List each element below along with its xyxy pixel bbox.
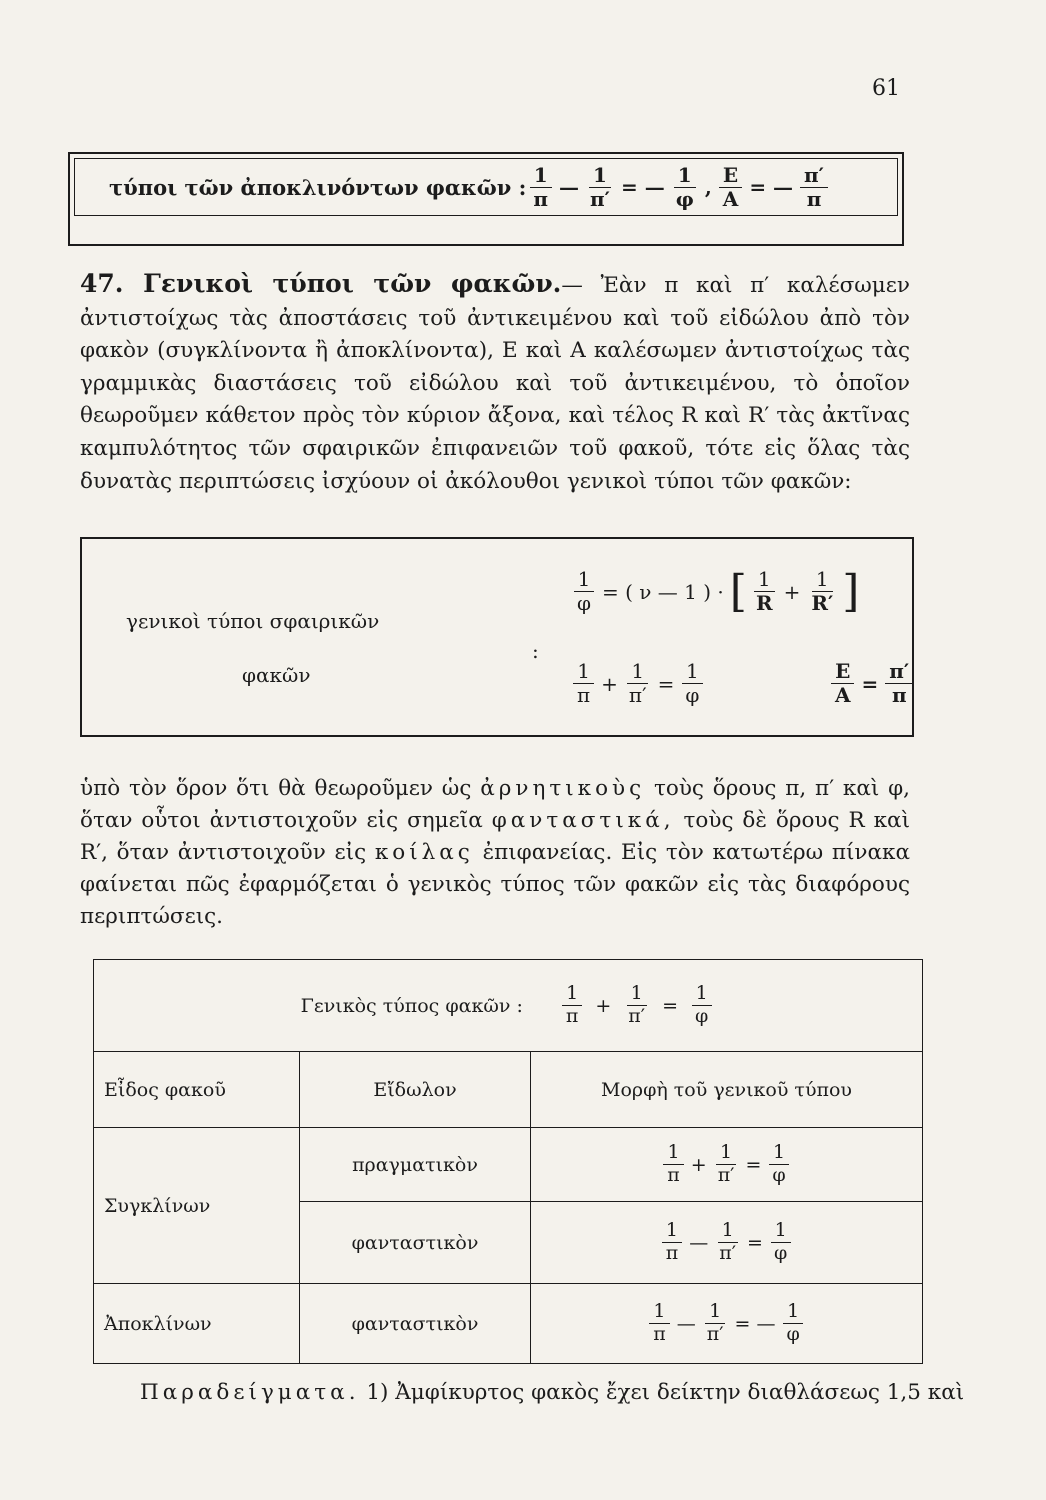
section-47-text: — Ἐὰν π καὶ π′ καλέσωμεν ἀντιστοίχως τὰς ἀποστάσεις τοῦ ἀντικειμένου καὶ τοῦ εἰδώλου ἀπὸ τὸν φακὸν (συγκλίνοντα ἢ ἀποκλίνοντα), E καὶ A καλέσωμεν ἀντιστοίχως τὰς γραμμικὰς διαστάσεις τοῦ εἰδώλου καὶ τοῦ ἀντικειμένου, τὸ ὁποῖον θεωροῦμεν κάθετον πρὸς τὸν κύριον ἄξονα, καὶ τέλος R καὶ R′ τὰς ἀκτῖνας καμπυλότητος τῶν σφαιρικῶν ἐπιφανειῶν τοῦ φακοῦ, τότε εἰς ὅλας τὰς δυνατὰς περιπτώσεις ἰσχύουν οἱ ἀκόλουθοι γενικοὶ τύποι τῶν φακῶν: [80,273,910,494]
numerator: 1 [783,1302,803,1324]
denominator: π [667,1164,680,1186]
operator: = — [620,175,665,199]
operator: = [747,1231,763,1254]
operator: + [595,994,612,1017]
denominator: R′ [811,591,834,615]
column-header-formula-form: Μορφὴ τοῦ γενικοῦ τύπου [531,1052,923,1128]
table-title [104,984,912,1027]
denominator: π [533,186,549,211]
fraction [672,162,698,211]
numerator: π′ [800,165,828,188]
numerator: 1 [692,984,712,1006]
table-row [94,1128,923,1202]
magnification-equation [828,661,916,706]
fraction [649,1302,670,1345]
lensmaker-equation [570,565,861,617]
numerator: 1 [574,569,595,592]
general-formulas-label-line2: φακῶν [242,663,311,687]
table-row [94,1284,923,1364]
numerator: 1 [662,1221,682,1243]
numerator: 1 [649,1302,669,1324]
fraction [663,1143,684,1186]
examples-line [140,1380,964,1405]
fraction [719,162,743,211]
fraction [529,162,552,211]
operator: = [657,671,675,696]
denominator: R [755,591,773,615]
converging-real-formula [541,1143,912,1186]
emphasis-negative: ἀρνητικοὺς [480,776,646,801]
operator: = [861,671,879,696]
denominator: π [806,186,822,211]
emphasis-concave: κοίλας [374,840,474,865]
general-formulas-colon: : [532,639,539,663]
operator: = ( ν — 1 ) · [602,579,724,604]
general-formulas-box [80,537,914,737]
numerator: 1 [589,165,611,188]
numerator: 1 [627,661,648,684]
denominator: π [577,683,591,707]
operator: + [690,1153,707,1176]
operator: , [704,175,712,199]
table-title-cell [94,960,923,1052]
operator: = — [749,175,794,199]
numerator: E [831,661,854,684]
operator: + [601,671,618,696]
fraction [885,661,913,706]
table-title-label: Γενικὸς τύπος φακῶν : [300,994,523,1017]
text-segment: ἐπιφανείας. Εἰς τὸν κατωτέρω πίνακα φαίνεται πῶς ἐφαρμόζεται ὁ γενικὸς τύπος τῶν φακῶν εἰς τὰς διαφόρους περιπτώσεις. [80,840,910,929]
fraction [662,1221,683,1264]
text-segment: ὑπὸ τὸν ὅρον ὅτι θὰ θεωροῦμεν ὡς [80,776,472,801]
operator: — [689,1231,709,1254]
numerator: 1 [663,1143,683,1165]
numerator: 1 [812,569,833,592]
real-image-cell: πραγματικὸν [300,1128,531,1202]
fraction [768,1143,789,1186]
numerator: π′ [885,661,913,684]
denominator: π [665,1242,679,1264]
numerator: 1 [682,661,703,684]
numerator: 1 [627,984,647,1006]
fraction [800,162,828,211]
denominator: π [891,683,907,707]
denominator: π′ [706,1323,724,1345]
fraction [782,1302,803,1345]
denominator: φ [675,186,694,211]
fraction [691,984,712,1027]
fraction [715,1221,740,1264]
virtual-image-cell: φανταστικὸν [300,1202,531,1284]
numerator: 1 [562,984,582,1006]
fraction [703,1302,728,1345]
diverging-virtual-formula-cell [531,1284,923,1364]
numerator: 1 [754,569,775,592]
fraction [770,1221,791,1264]
denominator: π [565,1005,579,1027]
denominator: φ [773,1242,788,1264]
table-title-row [94,960,923,1052]
denominator: π [653,1323,666,1345]
table-header-row [94,1052,923,1128]
fraction [562,984,583,1027]
general-formulas-label-line1: γενικοὶ τύποι σφαιρικῶν [126,609,380,633]
numerator: 1 [771,1221,791,1243]
denominator: φ [786,1323,800,1345]
left-bracket: [ [729,565,747,617]
virtual-image-cell: φανταστικὸν [300,1284,531,1364]
numerator: 1 [718,1221,738,1243]
denominator: φ [695,1005,709,1027]
fraction [586,162,614,211]
converging-real-formula-cell [531,1128,923,1202]
denominator: π′ [719,1242,737,1264]
operator: = — [734,1312,776,1335]
diverging-lens-formula-box [68,152,904,246]
sign-convention-paragraph [80,773,910,933]
fraction [625,661,651,706]
denominator: φ [685,683,700,707]
denominator: π′ [628,683,647,707]
operator: = [745,1153,762,1176]
fraction [807,569,837,614]
column-header-lens-type: Εἶδος φακοῦ [94,1052,300,1128]
numerator: E [719,165,742,188]
denominator: π′ [590,186,610,211]
fraction [573,661,594,706]
numerator: 1 [573,661,594,684]
section-47-heading: 47. Γενικοὶ τύποι τῶν φακῶν. [80,269,562,298]
converging-virtual-formula-cell [531,1202,923,1284]
example-1-text: 1) Ἀμφίκυρτος φακὸς ἔχει δείκτην διαθλάσεως 1,5 καὶ [366,1380,965,1405]
section-47-paragraph [80,268,910,498]
fraction [714,1143,739,1186]
thin-lens-equation [570,661,706,706]
operator: + [783,579,801,604]
fraction [624,984,649,1027]
numerator: 1 [674,165,696,188]
fraction [573,569,595,614]
fraction [681,661,703,706]
lens-cases-table [93,959,923,1364]
numerator: 1 [769,1143,789,1165]
text-segment: τοὺς ὅρους π, π′ καὶ φ, ὅταν οὗτοι ἀντιστοιχοῦν εἰς σημεῖα [80,776,911,833]
fraction [831,661,855,706]
operator: — [676,1312,696,1335]
denominator: φ [772,1164,786,1186]
page-number: 61 [872,76,900,101]
denominator: π′ [717,1164,735,1186]
converging-virtual-formula [541,1221,912,1264]
diverging-formula-label: τύποι τῶν ἀποκλινόντων φακῶν : [109,174,527,200]
denominator: φ [577,591,592,615]
diverging-formula [526,162,831,211]
diverging-virtual-formula [541,1302,912,1345]
column-header-image: Εἴδωλον [300,1052,531,1128]
denominator: π′ [628,1005,646,1027]
operator: — [559,175,580,199]
denominator: A [722,186,739,211]
converging-lens-cell: Συγκλίνων [94,1128,300,1284]
operator: = [662,994,679,1017]
numerator: 1 [705,1302,725,1324]
diverging-lens-cell: Ἀποκλίνων [94,1284,300,1364]
examples-label: Παραδείγματα. [140,1380,360,1405]
right-bracket: ] [842,565,860,617]
diverging-lens-formula-inner [74,158,898,216]
text-segment: τοὺς δὲ ὅρους R καὶ R′, ὅταν ἀντιστοιχοῦν εἰς [80,808,911,865]
emphasis-virtual: φανταστικά, [491,808,675,833]
denominator: A [835,683,851,707]
numerator: 1 [530,165,552,188]
numerator: 1 [716,1143,736,1165]
fraction [752,569,777,614]
